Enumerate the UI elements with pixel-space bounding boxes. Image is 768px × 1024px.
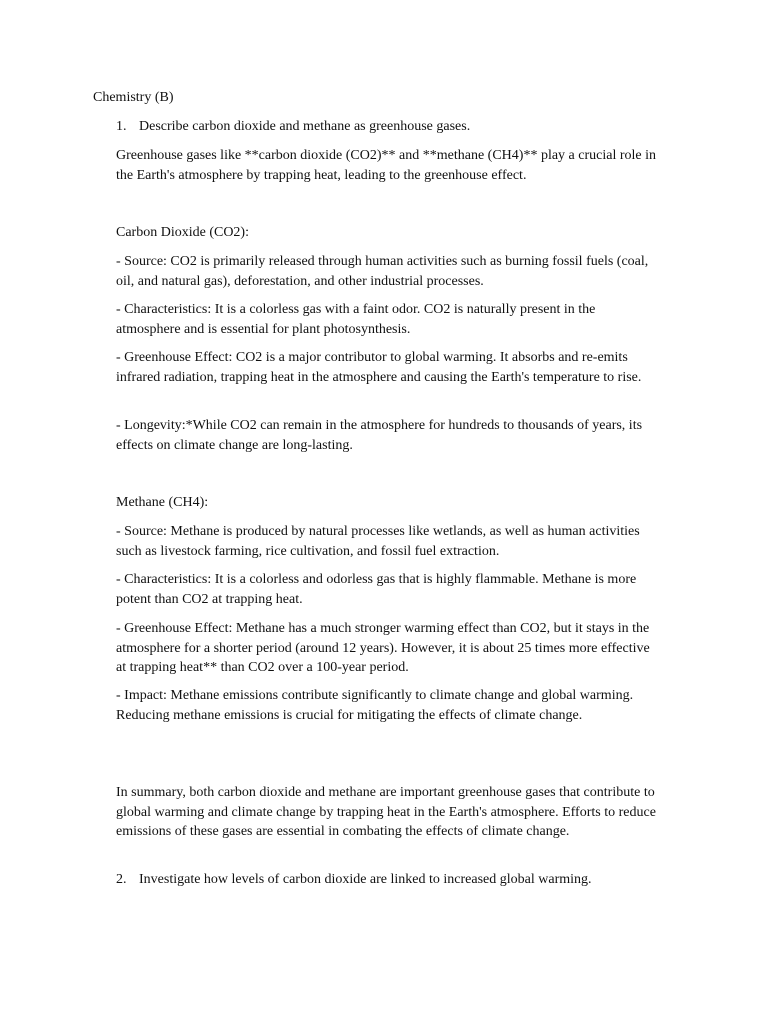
ch4-characteristics: - Characteristics: It is a colorless and odorless gas that is highly flammable. Methane is more potent than CO2 at trapping heat. — [116, 572, 637, 607]
question-1-text: Describe carbon dioxide and methane as greenhouse gases. — [139, 119, 471, 134]
ch4-impact: - Impact: Methane emissions contribute significantly to climate change and global warming. Reducing methane emissions is crucial for mitigating the effects of climate change. — [116, 688, 634, 723]
question-1-number: 1. — [116, 119, 127, 134]
ch4-greenhouse-effect: - Greenhouse Effect: Methane has a much stronger warming effect than CO2, but it stays in the atmosphere for a shorter period (around 12 years). However, it is about 25 times more effective at trapping heat** than CO2 over a 100-year period. — [116, 621, 650, 675]
question-2-number: 2. — [116, 872, 127, 887]
co2-source: - Source: CO2 is primarily released through human activities such as burning fossil fuels (coal, oil, and natural gas), deforestation, and other industrial processes. — [116, 254, 649, 289]
summary-paragraph: In summary, both carbon dioxide and methane are important greenhouse gases that contribute to global warming and climate change by trapping heat in the Earth's atmosphere. Efforts to reduce emissions of these gases are essential in combating the effects of climate change. — [116, 785, 656, 839]
question-2 — [116, 870, 676, 890]
question-2-text: Investigate how levels of carbon dioxide are linked to increased global warming. — [139, 872, 592, 887]
co2-greenhouse-effect: - Greenhouse Effect: CO2 is a major contributor to global warming. It absorbs and re-emits infrared radiation, trapping heat in the atmosphere and causing the Earth's temperature to rise. — [116, 350, 642, 385]
ch4-heading: Methane (CH4): — [116, 495, 209, 510]
co2-heading: Carbon Dioxide (CO2): — [116, 225, 249, 240]
intro-paragraph: Greenhouse gases like **carbon dioxide (CO2)** and **methane (CH4)** play a crucial role in the Earth's atmosphere by trapping heat, leading to the greenhouse effect. — [116, 148, 656, 183]
question-1 — [116, 117, 676, 137]
co2-longevity: - Longevity:*While CO2 can remain in the atmosphere for hundreds to thousands of years, its effects on climate change are long-lasting. — [116, 418, 643, 453]
ch4-source: - Source: Methane is produced by natural processes like wetlands, as well as human activities such as livestock farming, rice cultivation, and fossil fuel extraction. — [116, 524, 640, 559]
document-title: Chemistry (B) — [93, 90, 174, 105]
co2-characteristics: - Characteristics: It is a colorless gas with a faint odor. CO2 is naturally present in the atmosphere and is essential for plant photosynthesis. — [116, 302, 596, 337]
